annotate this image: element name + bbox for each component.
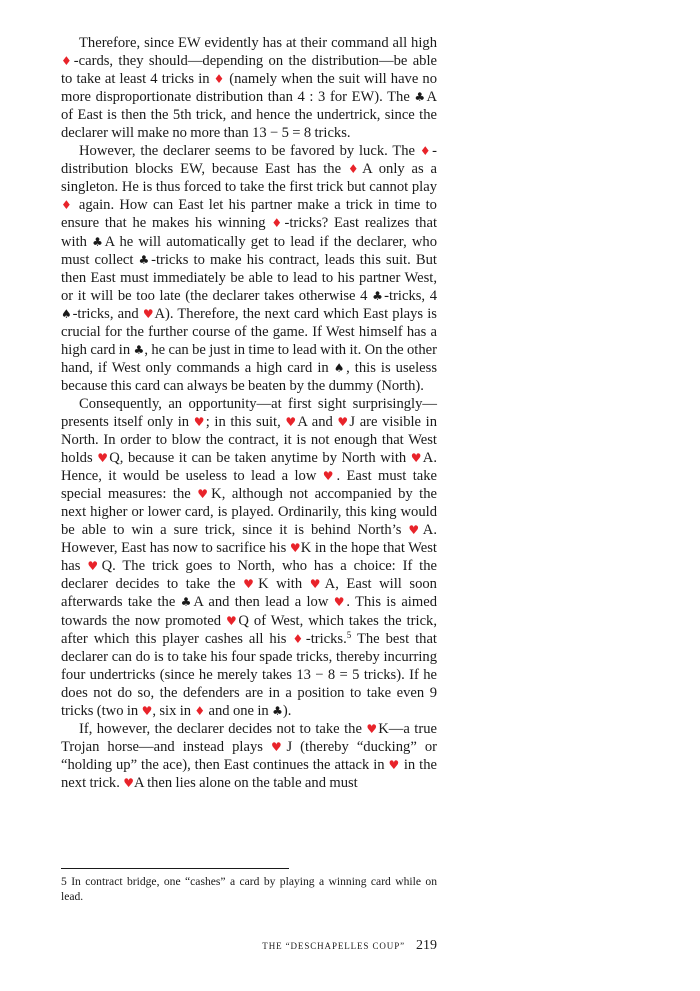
text-run: A only as a singleton. He is thus forced to take the first trick but cannot play [61,161,437,196]
text-run: J are visible in North. In order to blow the contract, it is not enough that West holds [61,413,437,467]
club-icon: ♣ [272,703,283,718]
text-run: -tricks, 4 [384,287,437,304]
text-run: A). Therefore, the next card which East plays is crucial for the further course of the game. If West himself has a high card in [61,305,437,358]
text-run: again. How can East let his partner make a trick in time to ensure that he makes his winning [61,197,437,232]
club-icon: ♣ [92,234,105,249]
text-run: A, East will soon afterwards take the [61,576,437,611]
text-run: -tricks. [305,630,347,647]
text-run: -cards, they should—depending on the distribution—be able to take at least 4 tricks in [61,53,437,88]
text-run: A he will automatically get to lead if the declarer, who must collect [61,233,437,268]
diamond-icon: ♦ [61,54,74,69]
heart-icon: ♥ [197,487,212,502]
heart-icon: ♥ [97,451,110,466]
text-run: , six in [152,702,195,719]
text-run: K in the hope that West has [61,540,437,575]
running-head-title: THE “DESCHAPELLES COUP” [262,941,405,951]
text-run: K—a true Trojan horse—and instead plays [61,720,437,755]
text-run: , this is useless because this card can always be beaten by the dummy (North). [61,359,438,394]
text-run: A. Hence, it would be useless to lead a low [61,450,437,485]
text-run: The best that declarer can do is to take his four spade tricks, thereby incurring four undertricks (since he merely takes 13 − 8 = 5 tricks). If he does not do so, the defenders are in a position to take even 9 tricks (two in [61,630,437,719]
heart-icon: ♥ [243,577,259,592]
footnote-marker: 5 [346,629,352,640]
club-icon: ♣ [138,252,152,267]
text-run: J (thereby “ducking” or “holding up” the ace), then East continues the attack in [61,738,437,773]
spade-icon: ♠ [61,306,73,321]
heart-icon: ♥ [87,559,102,574]
text-run: and one in [205,702,273,719]
text-run: However, the declarer seems to be favored by luck. The [79,143,420,160]
heart-icon: ♥ [289,541,301,556]
paragraph [61,395,437,720]
diamond-icon: ♦ [213,72,226,87]
heart-icon: ♥ [142,306,155,321]
text-run: in the next trick. [61,756,437,791]
text-run: , he can be just in time to lead with it. On the other hand, if West only commands a high card in [61,341,437,376]
text-run: Q. The trick goes to North, who has a choice: If the declarer decides to take the [61,558,438,593]
diamond-icon: ♦ [271,216,285,231]
text-run: -tricks, and [72,305,143,322]
heart-icon: ♥ [333,595,347,610]
heart-icon: ♥ [337,414,350,429]
text-run: If, however, the declarer decides not to take the [79,720,367,737]
footnote-rule [61,868,289,869]
heart-icon: ♥ [226,613,239,628]
paragraph [61,720,437,792]
text-run: Therefore, since EW evidently has at their command all high [79,35,437,51]
diamond-icon: ♦ [419,144,433,159]
spade-icon: ♠ [333,360,347,375]
text-run: A and then lead a low [193,594,334,611]
body-text [61,34,437,792]
text-run: ). [282,702,292,719]
text-run: Q of West, which takes the trick, after which this player cashes all his [61,612,437,647]
text-run: ; in this suit, [205,413,286,430]
text-run: A of East is then the 5th trick, and hence the undertrick, since the declarer will make no more than 13 − 5 = 8 tricks. [61,89,437,142]
text-run: K with [258,576,310,593]
diamond-icon: ♦ [292,631,306,646]
paragraph [61,142,437,395]
text-run: (namely when the suit will have no more disproportionate distribution than 4 : 3 for EW). The [61,71,438,106]
heart-icon: ♥ [123,775,134,790]
heart-icon: ♥ [270,739,287,754]
heart-icon: ♥ [193,414,206,429]
heart-icon: ♥ [285,414,298,429]
text-run: K, although not accompanied by the next higher or lower card, is played. Ordinarily, this king would be able to win a sure trick, since it is behind North’s [61,486,437,539]
footnote: 5 In contract bridge, one “cashes” a card by playing a winning card while on lead. [61,875,437,903]
text-run: A and [297,413,338,430]
heart-icon: ♥ [410,451,423,466]
club-icon: ♣ [180,595,194,610]
text-run: A then lies alone on the table and must [133,774,358,791]
heart-icon: ♥ [309,577,325,592]
text-run: A. However, East has now to sacrifice his [61,522,437,557]
paragraph [61,34,437,142]
text-run: Q, because it can be taken anytime by North with [109,450,411,467]
club-icon: ♣ [133,342,145,357]
diamond-icon: ♦ [347,162,363,177]
text-run: -tricks? East realizes that with [61,215,437,250]
diamond-icon: ♦ [61,198,74,213]
page-number: 219 [416,938,437,953]
club-icon: ♣ [414,90,427,105]
running-head [61,936,437,954]
diamond-icon: ♦ [194,703,206,718]
club-icon: ♣ [372,288,385,303]
heart-icon: ♥ [366,721,379,736]
text-run: . This is aimed towards the now promoted [61,594,437,629]
heart-icon: ♥ [322,469,337,484]
heart-icon: ♥ [388,757,400,772]
heart-icon: ♥ [141,703,153,718]
text-run: -distribution blocks EW, because East has the [61,143,437,178]
text-run: Consequently, an opportunity—at first sight surprisingly—presents itself only in [61,395,437,430]
text-run: . East must take special measures: the [61,468,438,503]
text-run: -tricks to make his contract, leads this suit. But then East must immediately be able to lead to his partner West, or it will be too late (the declarer takes otherwise 4 [61,251,437,304]
heart-icon: ♥ [408,523,423,538]
